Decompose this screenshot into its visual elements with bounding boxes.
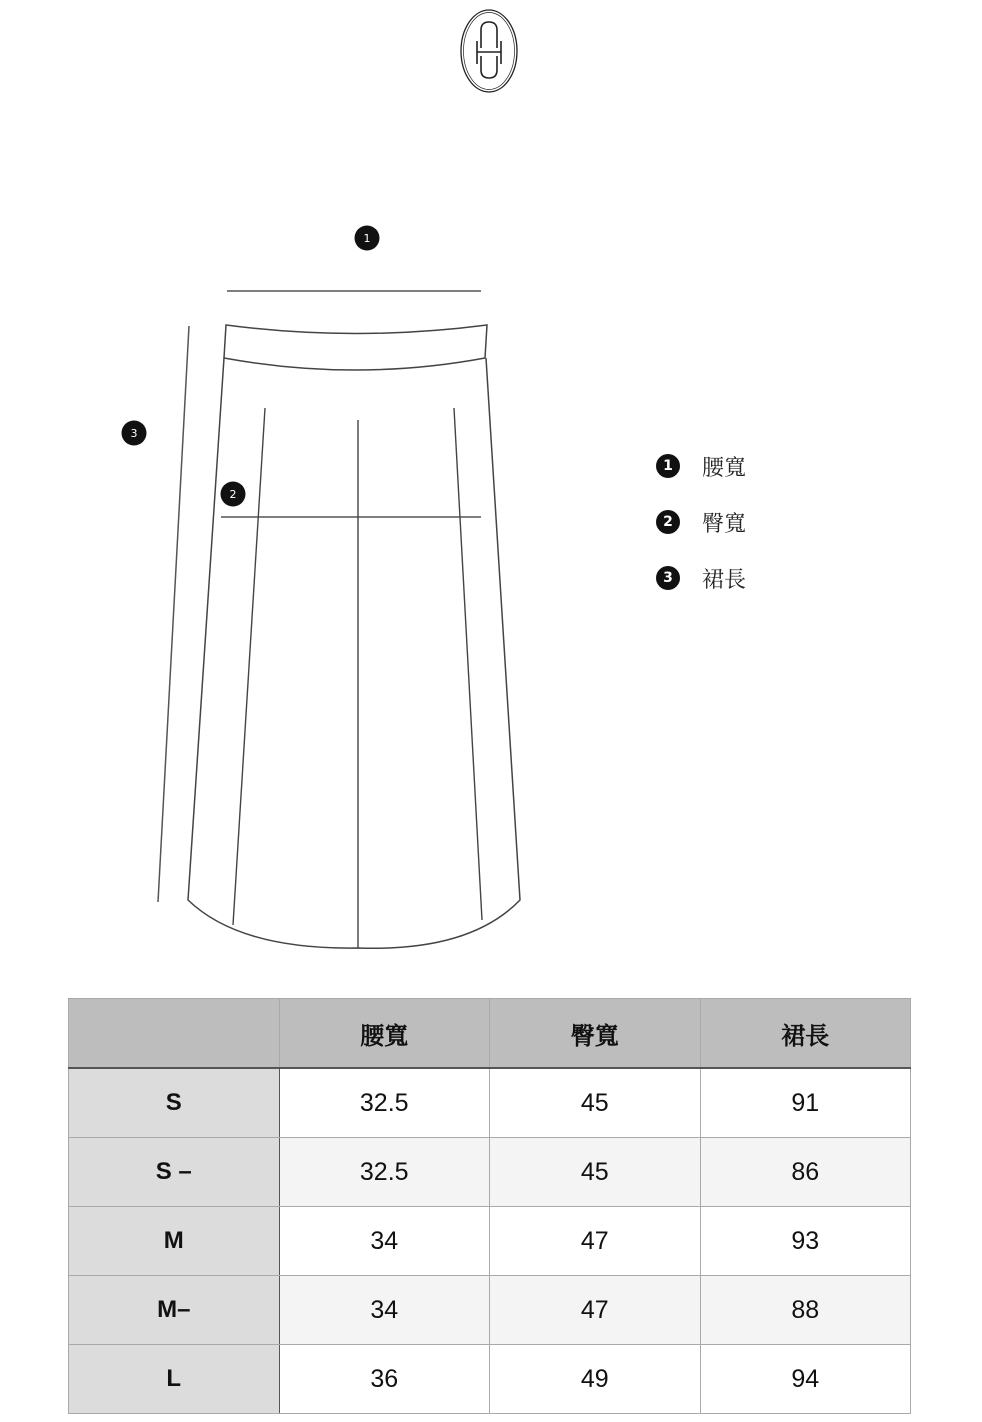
waist-value: 34 (279, 1207, 490, 1276)
size-label: M (69, 1207, 280, 1276)
hip-value: 47 (490, 1276, 701, 1345)
size-label: S – (69, 1138, 280, 1207)
legend-item-length (656, 564, 746, 592)
length-value: 93 (700, 1207, 911, 1276)
legend-item-waist (656, 452, 746, 480)
length-value: 88 (700, 1276, 911, 1345)
svg-text:2: 2 (229, 488, 237, 501)
hip-value: 45 (490, 1138, 701, 1207)
measurement-legend (656, 452, 746, 620)
legend-badge-1: 1 (656, 454, 680, 478)
waist-value: 36 (279, 1345, 490, 1414)
header-hip: 臀寬 (490, 999, 701, 1069)
hip-value: 45 (490, 1068, 701, 1138)
hip-value: 49 (490, 1345, 701, 1414)
table-row (69, 1138, 911, 1207)
length-value: 86 (700, 1138, 911, 1207)
table-row (69, 1345, 911, 1414)
marker-2 (221, 482, 246, 507)
skirt-body (188, 358, 520, 948)
legend-label-hip: 臀寬 (702, 511, 747, 537)
header-waist: 腰寬 (279, 999, 490, 1069)
skirt-waistband (224, 325, 487, 370)
legend-item-hip (656, 508, 746, 536)
table-row (69, 1276, 911, 1345)
marker-1 (355, 226, 380, 251)
hip-value: 47 (490, 1207, 701, 1276)
legend-label-length: 裙長 (702, 567, 747, 593)
waist-value: 32.5 (279, 1138, 490, 1207)
size-label: S (69, 1068, 280, 1138)
table-row (69, 1068, 911, 1138)
header-length: 裙長 (700, 999, 911, 1069)
table-row (69, 1207, 911, 1276)
legend-badge-2: 2 (656, 510, 680, 534)
skirt-pleat-right (454, 408, 482, 920)
waist-value: 32.5 (279, 1068, 490, 1138)
legend-label-waist: 腰寬 (702, 455, 747, 481)
header-size (69, 999, 280, 1069)
waist-value: 34 (279, 1276, 490, 1345)
svg-text:1: 1 (363, 232, 371, 245)
size-label: M– (69, 1276, 280, 1345)
size-label: L (69, 1345, 280, 1414)
legend-badge-3: 3 (656, 566, 680, 590)
size-chart-table (68, 998, 911, 1414)
length-value: 91 (700, 1068, 911, 1138)
marker-3 (122, 421, 147, 446)
svg-text:3: 3 (130, 427, 138, 440)
length-value: 94 (700, 1345, 911, 1414)
table-header-row (69, 999, 911, 1069)
length-measure-line (158, 326, 189, 902)
